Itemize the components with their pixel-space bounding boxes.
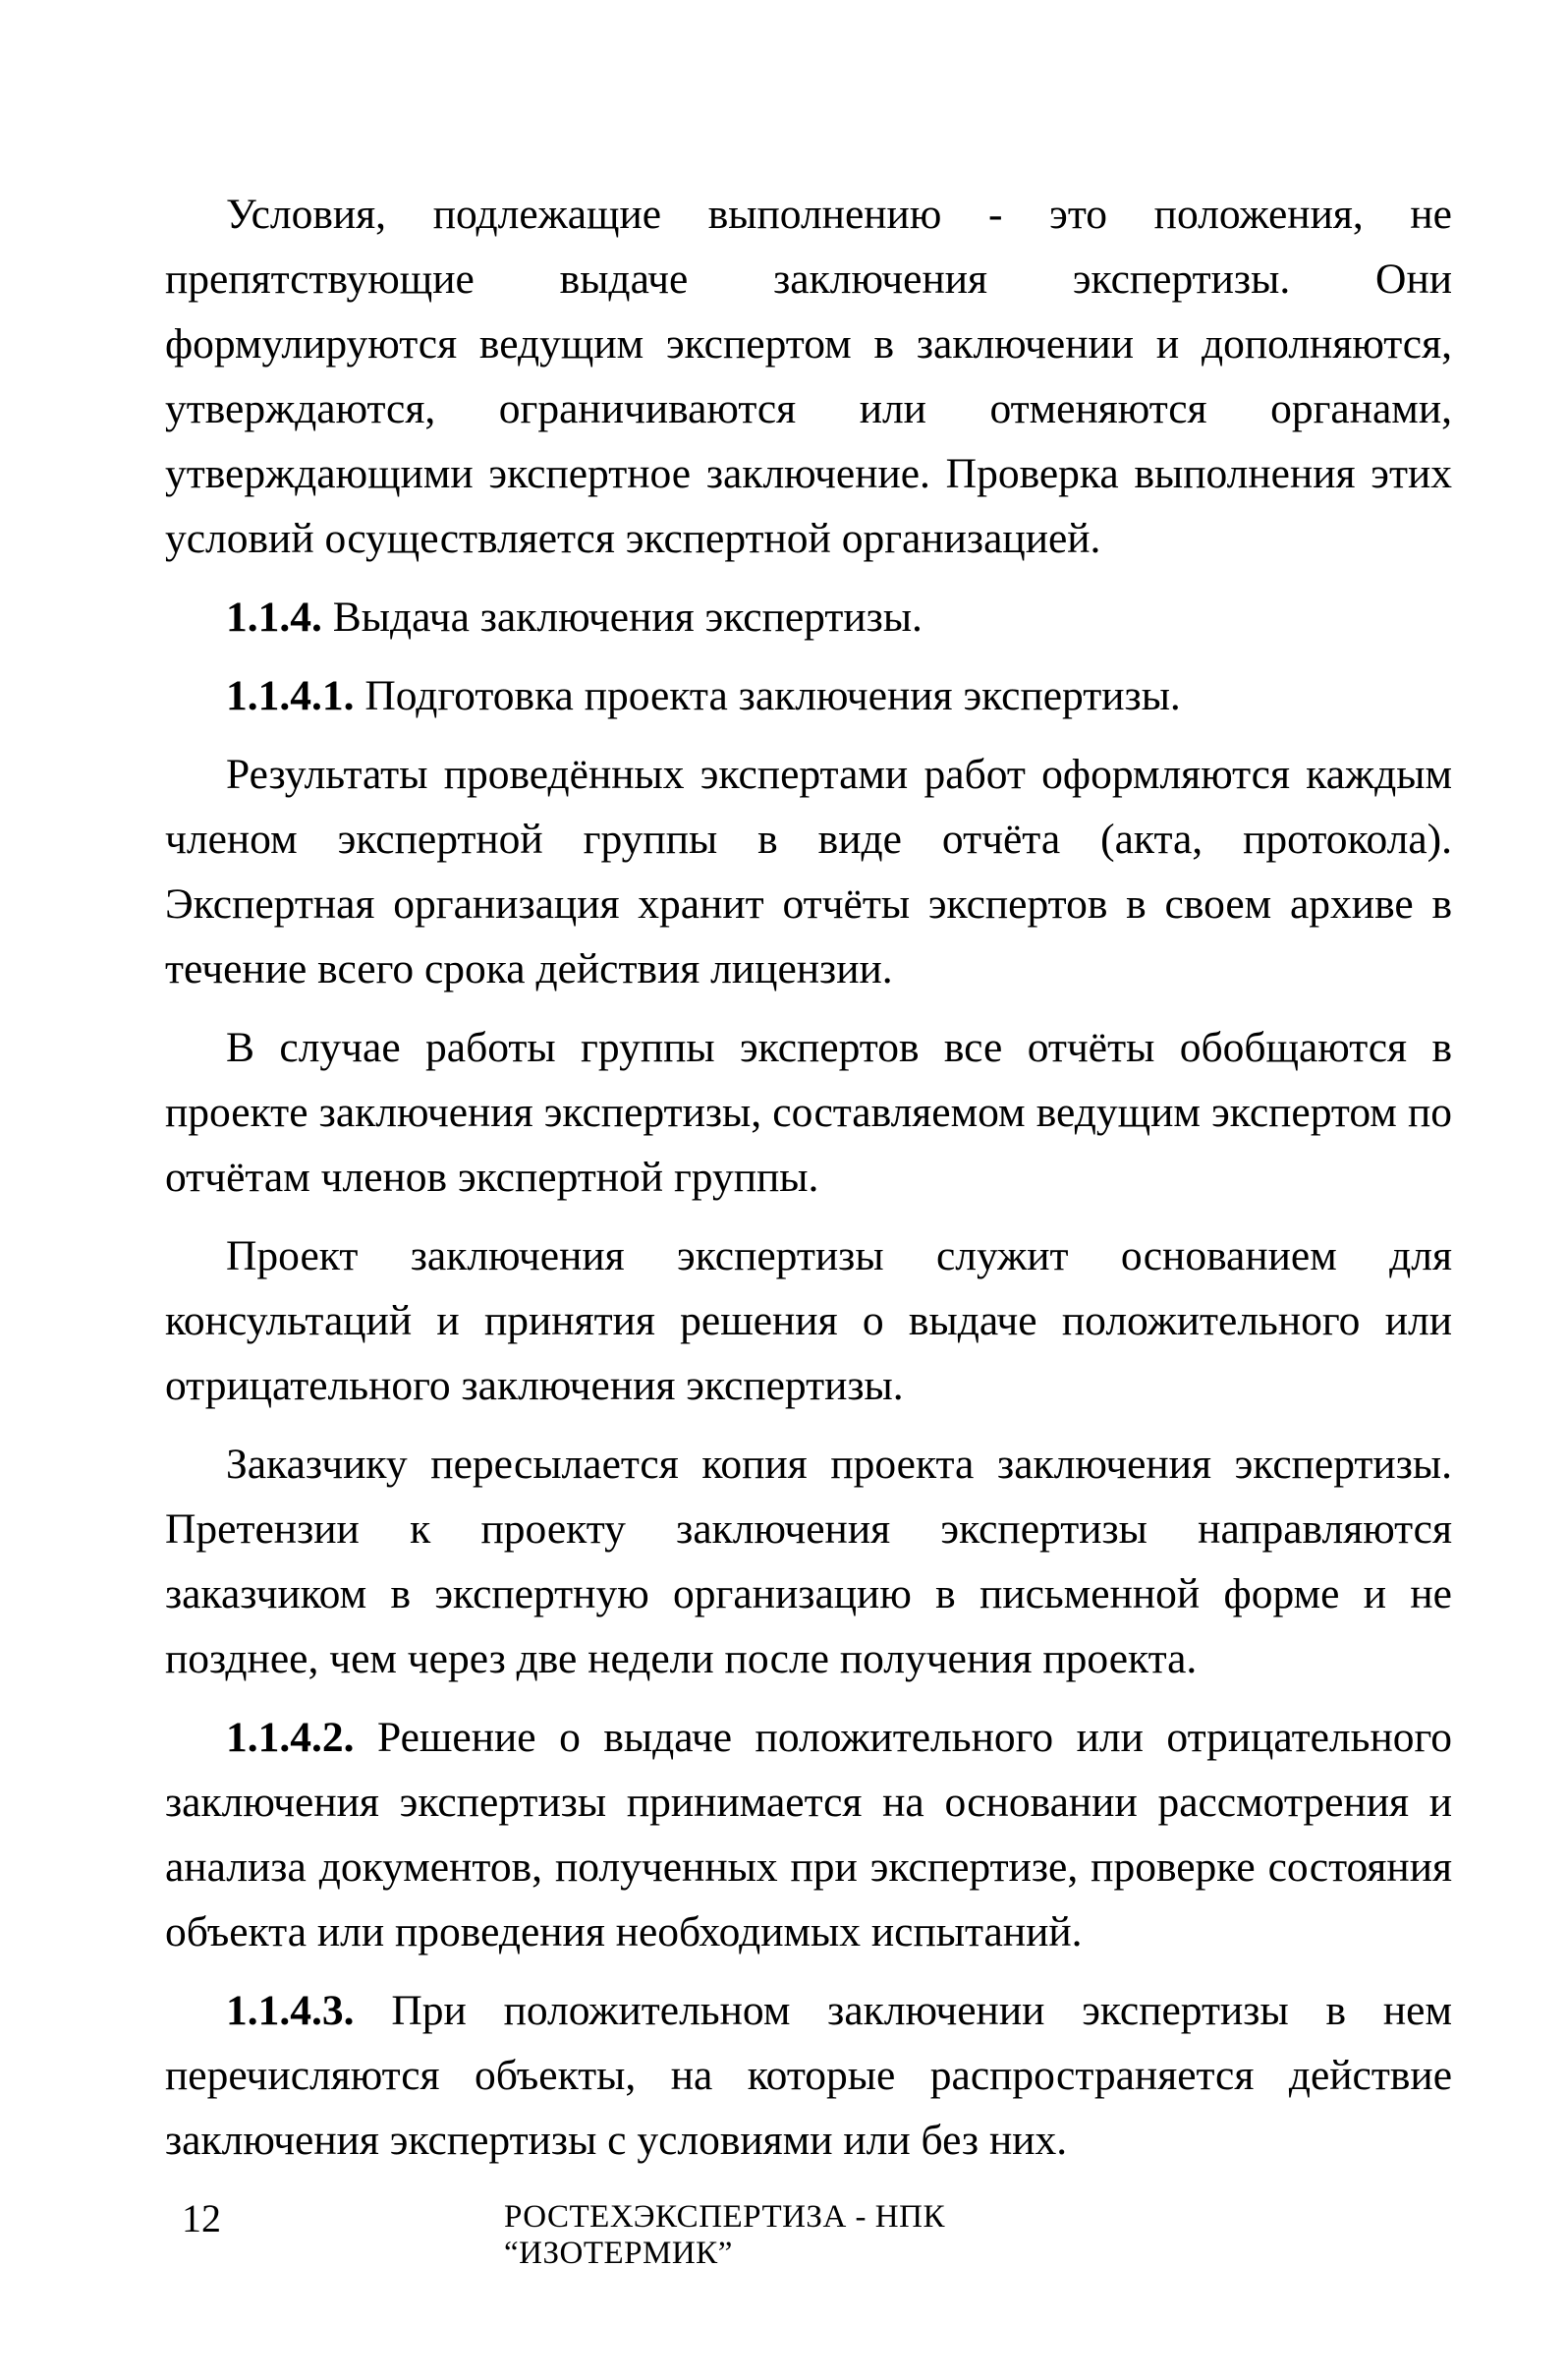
paragraph-text: Результаты проведённых экспертами работ оформляются каждым членом экспертной группы в виде отчёта (акта, протокола). Экспертная организация хранит отчёты экспертов в своем архиве в течение всего срока действия лицензии.: [165, 751, 1452, 992]
paragraph-1-1-4-2: [165, 1705, 1452, 1964]
paragraph-results: [165, 742, 1452, 1001]
page-body: [165, 182, 1452, 2186]
paragraph-text: Решение о выдаче положительного или отрицательного заключения экспертизы принимается на основании рассмотрения и анализа документов, полученных при экспертизе, проверке состояния объекта или проведения необходимых испытаний.: [165, 1714, 1452, 1955]
paragraph-text: Условия, подлежащие выполнению - это положения, не препятствующие выдаче заключения экспертизы. Они формулируются ведущим экспертом в заключении и дополняются, утверждаются, ограничиваются или отменяются органами, утверждающими экспертное заключение. Проверка выполнения этих условий осуществляется экспертной организацией.: [165, 191, 1452, 562]
paragraph-project-basis: [165, 1223, 1452, 1418]
paragraph-1-1-4-3: [165, 1978, 1452, 2173]
paragraph-text: Проект заключения экспертизы служит основанием для консультаций и принятия решения о выдаче положительного или отрицательного заключения экспертизы.: [165, 1232, 1452, 1409]
section-number: 1.1.4.3.: [226, 1987, 355, 2034]
paragraph-customer-copy: [165, 1432, 1452, 1691]
paragraph-group-work: [165, 1015, 1452, 1210]
heading-1-1-4-1: [165, 663, 1452, 728]
section-number: 1.1.4.2.: [226, 1714, 355, 1761]
heading-1-1-4: [165, 585, 1452, 650]
page-number: 12: [182, 2196, 221, 2240]
section-number: 1.1.4.: [226, 594, 322, 641]
paragraph-text: Заказчику пересылается копия проекта заключения экспертизы. Претензии к проекту заключения экспертизы направляются заказчиком в экспертную организацию в письменной форме и не позднее, чем через две недели после получения проекта.: [165, 1441, 1452, 1682]
page-footer: [182, 2195, 1164, 2271]
heading-text: Подготовка проекта заключения экспертизы.: [354, 672, 1181, 719]
paragraph-text: При положительном заключении экспертизы в нем перечисляются объекты, на которые распространяется действие заключения экспертизы с условиями или без них.: [165, 1987, 1452, 2164]
heading-text: Выдача заключения экспертизы.: [321, 594, 923, 641]
running-title: РОСТЕХЭКСПЕРТИЗА - НПК “ИЗОТЕРМИК”: [504, 2199, 945, 2271]
paragraph-text: В случае работы группы экспертов все отчёты обобщаются в проекте заключения экспертизы, составляемом ведущим экспертом по отчётам членов экспертной группы.: [165, 1024, 1452, 1201]
section-number: 1.1.4.1.: [226, 672, 355, 719]
paragraph-conditions: [165, 182, 1452, 571]
